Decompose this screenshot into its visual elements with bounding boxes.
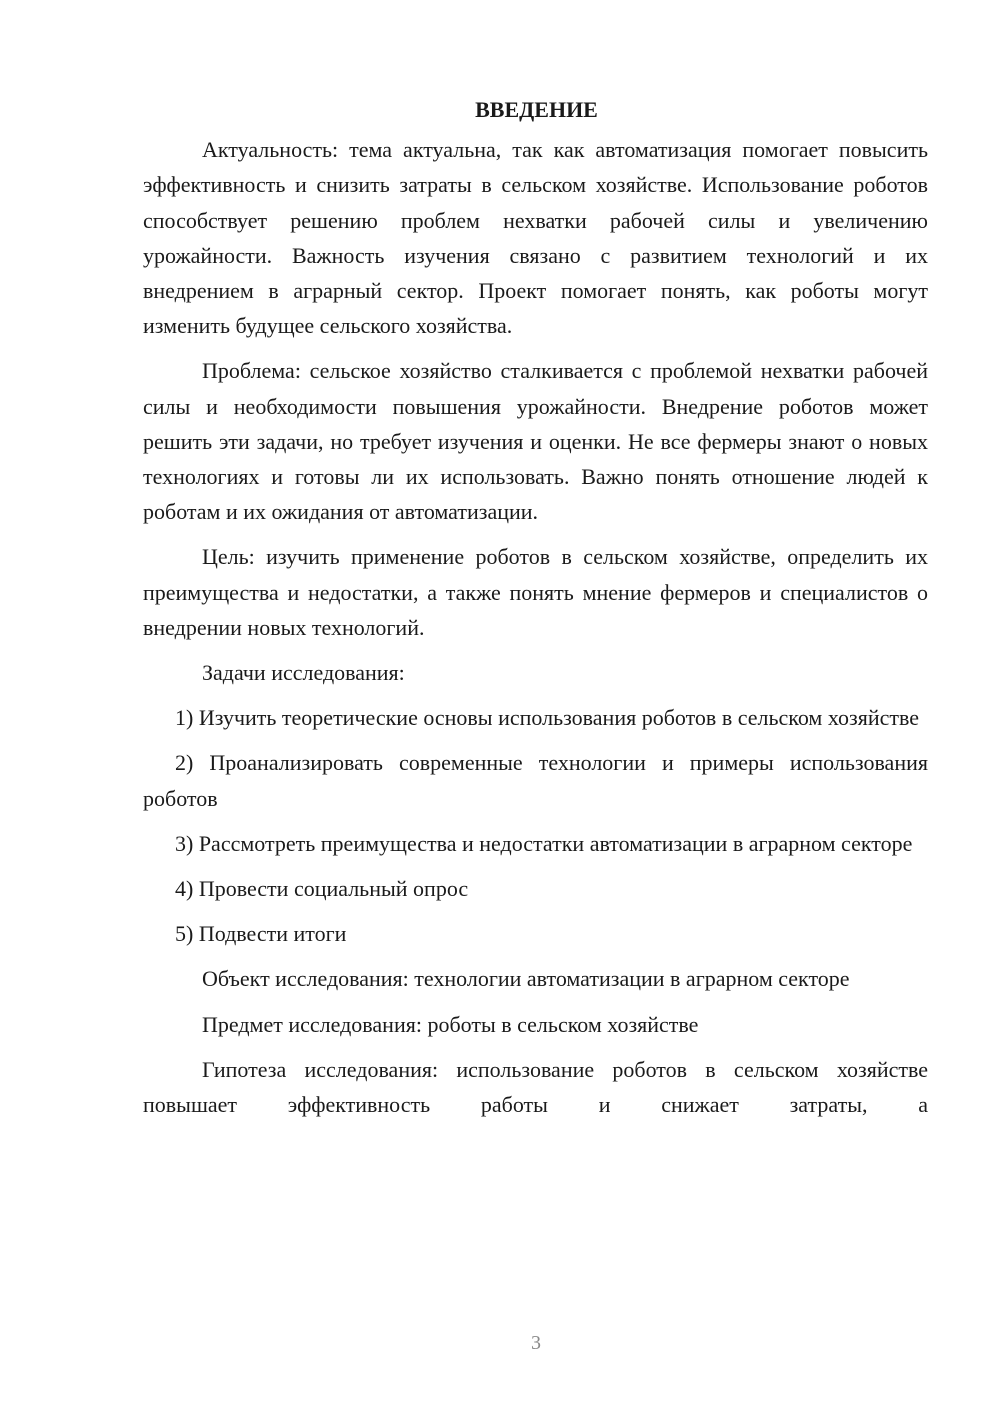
task-item-1: 1) Изучить теоретические основы использования роботов в сельском хозяйстве [175,705,920,731]
task-item-5: 5) Подвести итоги [175,921,347,947]
task-item-4: 4) Провести социальный опрос [175,876,469,902]
research-subject-paragraph: Предмет исследования: роботы в сельском хозяйстве [202,1011,699,1037]
tasks-heading: Задачи исследования: [202,660,405,686]
page-number: 3 [531,1332,541,1354]
hypothesis-paragraph: Гипотеза исследования: использование роботов в сельском хозяйстве повышает эффективность работы и снижает затраты, а [143,1056,928,1118]
problem-paragraph: Проблема: сельское хозяйство сталкивается с проблемой нехватки рабочей силы и необходимости повышения урожайности. Внедрение роботов может решить эти задачи, но требует изучения и оценки. Не все фермеры знают о новых технологиях и готовы ли их использовать. Важно понять отношение людей к роботам и их ожидания от автоматизации. [143,358,928,525]
task-item-2: 2) Проанализировать современные технологии и примеры использования роботов [143,750,928,811]
task-item-3: 3) Рассмотреть преимущества и недостатки автоматизации в аграрном секторе [175,830,913,856]
document-page [143,92,928,1132]
research-object-paragraph: Объект исследования: технологии автоматизации в аграрном секторе [202,966,850,992]
relevance-paragraph: Актуальность: тема актуальна, так как автоматизация помогает повысить эффективность и снизить затраты в сельском хозяйстве. Использование роботов способствует решению проблем нехватки рабочей силы и увеличению урожайности. Важность изучения связано с развитием технологий и их внедрением в аграрный сектор. Проект помогает понять, как роботы могут изменить будущее сельского хозяйства. [143,137,928,339]
goal-paragraph: Цель: изучить применение роботов в сельском хозяйстве, определить их преимущества и недостатки, а также понять мнение фермеров и специалистов о внедрении новых технологий. [143,544,928,640]
section-title: ВВЕДЕНИЕ [475,97,598,122]
